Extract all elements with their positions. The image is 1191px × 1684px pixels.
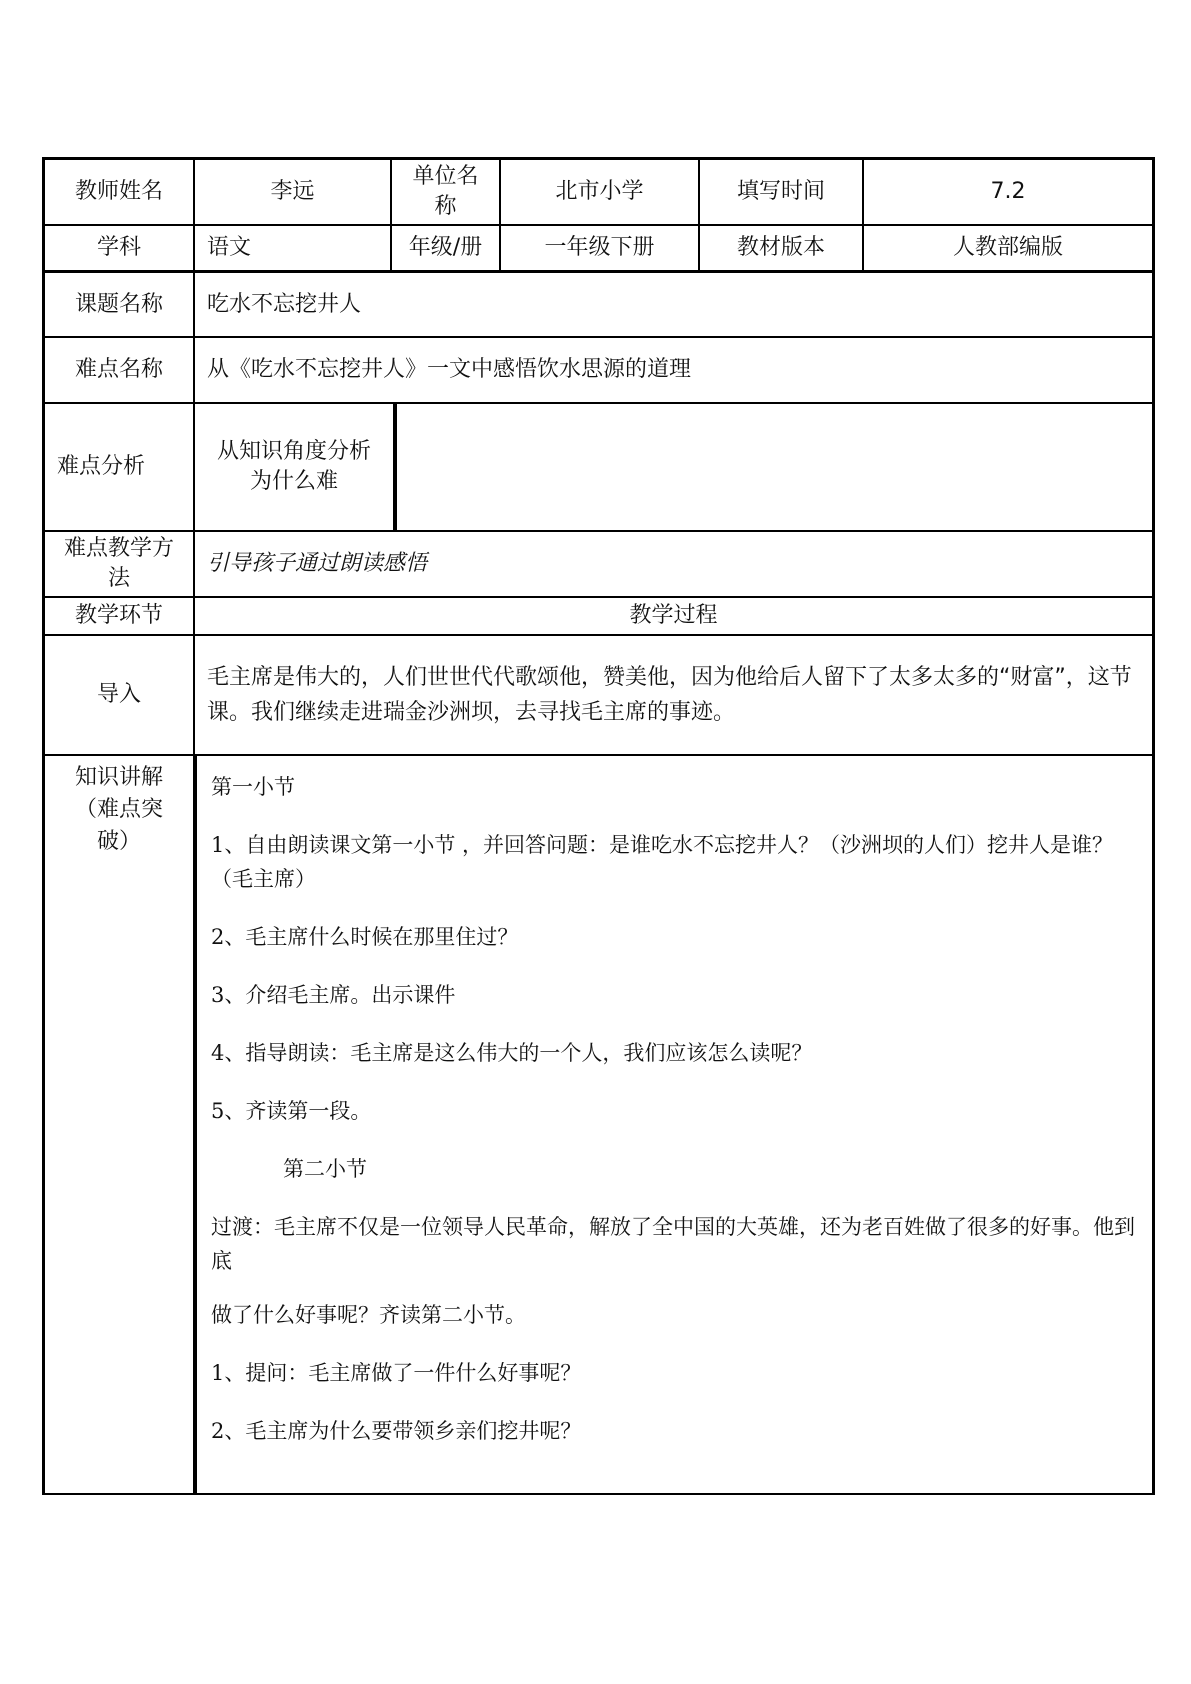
intro-label: 导入 [44,635,194,755]
textbook-value: 人教部编版 [863,225,1153,271]
method-value: 引导孩子通过朗读感悟 [194,531,1153,597]
paragraph: 第一小节 [211,775,295,799]
grade-value: 一年级下册 [500,225,699,271]
knowledge-content [194,755,1153,1495]
intro-text: 毛主席是伟大的，人们世世代代歌颂他，赞美他，因为他给后人留下了太多太多的“财富”，这节课。我们继续走进瑞金沙洲坝，去寻找毛主席的事迹。 [194,635,1153,755]
textbook-label: 教材版本 [699,225,863,271]
knowledge-text-block [211,770,1142,1472]
paragraph: 第二小节 [283,1157,367,1181]
difficulty-value: 从《吃水不忘挖井人》一文中感悟饮水思源的道理 [194,337,1153,403]
paragraph: 1、自由朗读课文第一小节 ，并回答问题：是谁吃水不忘挖井人？（沙洲坝的人们）挖井人是谁？（毛主席） [211,833,1114,891]
analysis-label: 难点分析 [44,403,194,531]
analysis-value [394,403,1153,531]
paragraph: 做了什么好事呢？齐读第二小节。 [211,1303,526,1327]
grade-label: 年级/册 [391,225,500,271]
paragraph: 3、介绍毛主席。出示课件 [211,983,456,1007]
difficulty-label: 难点名称 [44,337,194,403]
lesson-plan-table [42,157,1155,1495]
unit-label: 单位名称 [391,159,500,225]
paragraph: 过渡：毛主席不仅是一位领导人民革命，解放了全中国的大英雄，还为老百姓做了很多的好事。他到底 [211,1215,1135,1273]
subject-value: 语文 [194,225,391,271]
lesson-title-label: 课题名称 [44,271,194,337]
teacher-value: 李远 [194,159,391,225]
paragraph: 5、齐读第一段。 [211,1099,372,1123]
unit-value: 北市小学 [500,159,699,225]
date-label: 填写时间 [699,159,863,225]
teacher-label: 教师姓名 [44,159,194,225]
paragraph: 1、提问：毛主席做了一件什么好事呢？ [211,1361,582,1385]
knowledge-label: 知识讲解（难点突破） [44,755,194,1495]
method-label: 难点教学方法 [44,531,194,597]
paragraph: 2、毛主席为什么要带领乡亲们挖井呢？ [211,1419,582,1443]
date-value: 7.2 [863,159,1153,225]
paragraph: 4、指导朗读：毛主席是这么伟大的一个人，我们应该怎么读呢？ [211,1041,813,1065]
paragraph: 2、毛主席什么时候在那里住过？ [211,925,519,949]
process-label: 教学过程 [194,597,1153,635]
lesson-title-value: 吃水不忘挖井人 [194,271,1153,337]
analysis-sub-label: 从知识角度分析为什么难 [194,403,394,531]
subject-label: 学科 [44,225,194,271]
step-label: 教学环节 [44,597,194,635]
